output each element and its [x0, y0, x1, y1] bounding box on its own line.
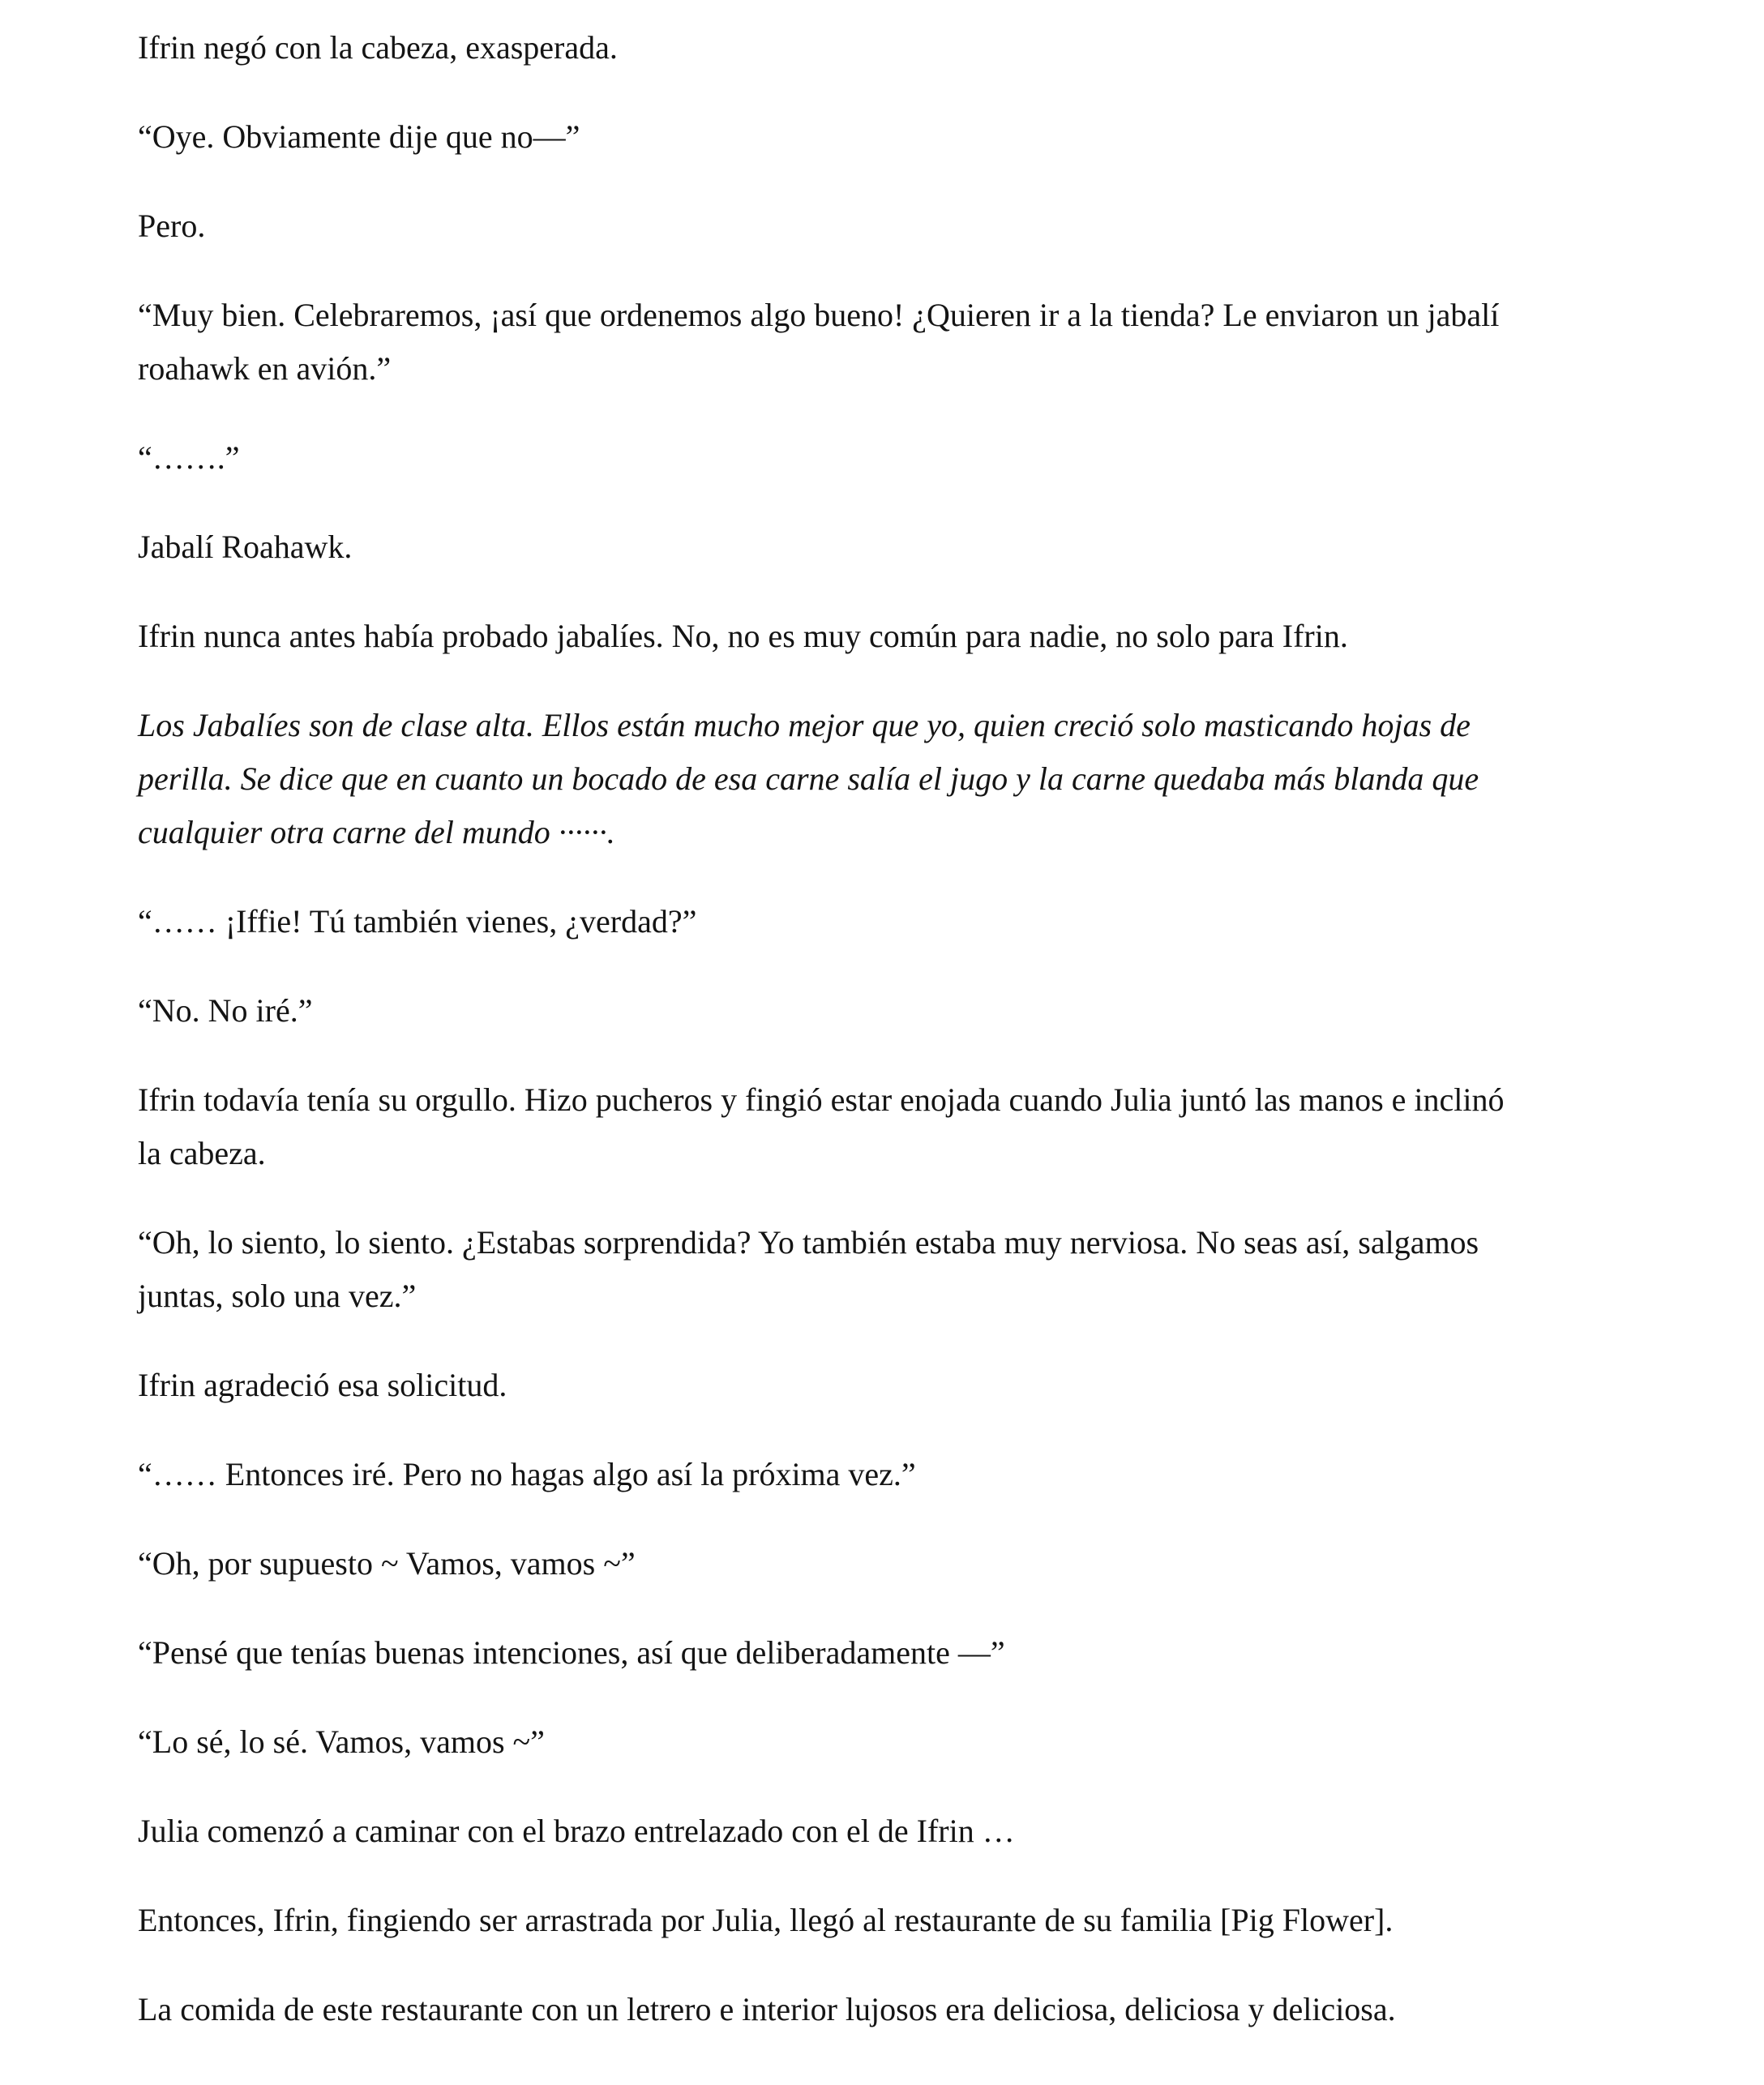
- paragraph: Entonces, Ifrin, fingiendo ser arrastrada por Julia, llegó al restaurante de su familia [Pig Flower].: [138, 1902, 1394, 1938]
- paragraph: Ifrin negó con la cabeza, exasperada.: [138, 29, 618, 66]
- paragraph: “Oye. Obviamente dije que no—”: [138, 118, 580, 155]
- paragraph: “No. No iré.”: [138, 992, 313, 1029]
- paragraph: Ifrin agradeció esa solicitud.: [138, 1367, 507, 1403]
- paragraph: Jabalí Roahawk.: [138, 529, 353, 565]
- paragraph: Los Jabalíes son de clase alta. Ellos están mucho mejor que yo, quien creció solo masticando hojas de perilla. Se dice que en cuanto un bocado de esa carne salía el jugo y la carne quedaba más blanda que cualquier otra carne del mundo ······.: [138, 707, 1488, 850]
- paragraph: Ifrin todavía tenía su orgullo. Hizo pucheros y fingió estar enojada cuando Julia juntó las manos e inclinó la cabeza.: [138, 1081, 1513, 1171]
- paragraph: “…… Entonces iré. Pero no hagas algo así la próxima vez.”: [138, 1456, 916, 1492]
- paragraph: La comida de este restaurante con un letrero e interior lujosos era deliciosa, deliciosa y deliciosa.: [138, 1991, 1396, 2027]
- paragraph: “Oh, lo siento, lo siento. ¿Estabas sorprendida? Yo también estaba muy nerviosa. No seas así, salgamos juntas, solo una vez.”: [138, 1224, 1488, 1314]
- paragraph: “…… ¡Iffie! Tú también vienes, ¿verdad?”: [138, 903, 697, 940]
- paragraph: “Pensé que tenías buenas intenciones, así que deliberadamente —”: [138, 1634, 1005, 1671]
- paragraph: Julia comenzó a caminar con el brazo entrelazado con el de Ifrin …: [138, 1813, 1015, 1849]
- paragraph: “Oh, por supuesto ~ Vamos, vamos ~”: [138, 1545, 636, 1582]
- paragraph: “Muy bien. Celebraremos, ¡así que ordenemos algo bueno! ¿Quieren ir a la tienda? Le enviaron un jabalí roahawk en avión.”: [138, 297, 1508, 387]
- document-content: [138, 21, 1524, 2036]
- paragraph: “Lo sé, lo sé. Vamos, vamos ~”: [138, 1723, 545, 1760]
- paragraph: Ifrin nunca antes había probado jabalíes. No, no es muy común para nadie, no solo para Ifrin.: [138, 618, 1348, 654]
- paragraph: Pero.: [138, 208, 206, 244]
- paragraph: “…….”: [138, 439, 240, 476]
